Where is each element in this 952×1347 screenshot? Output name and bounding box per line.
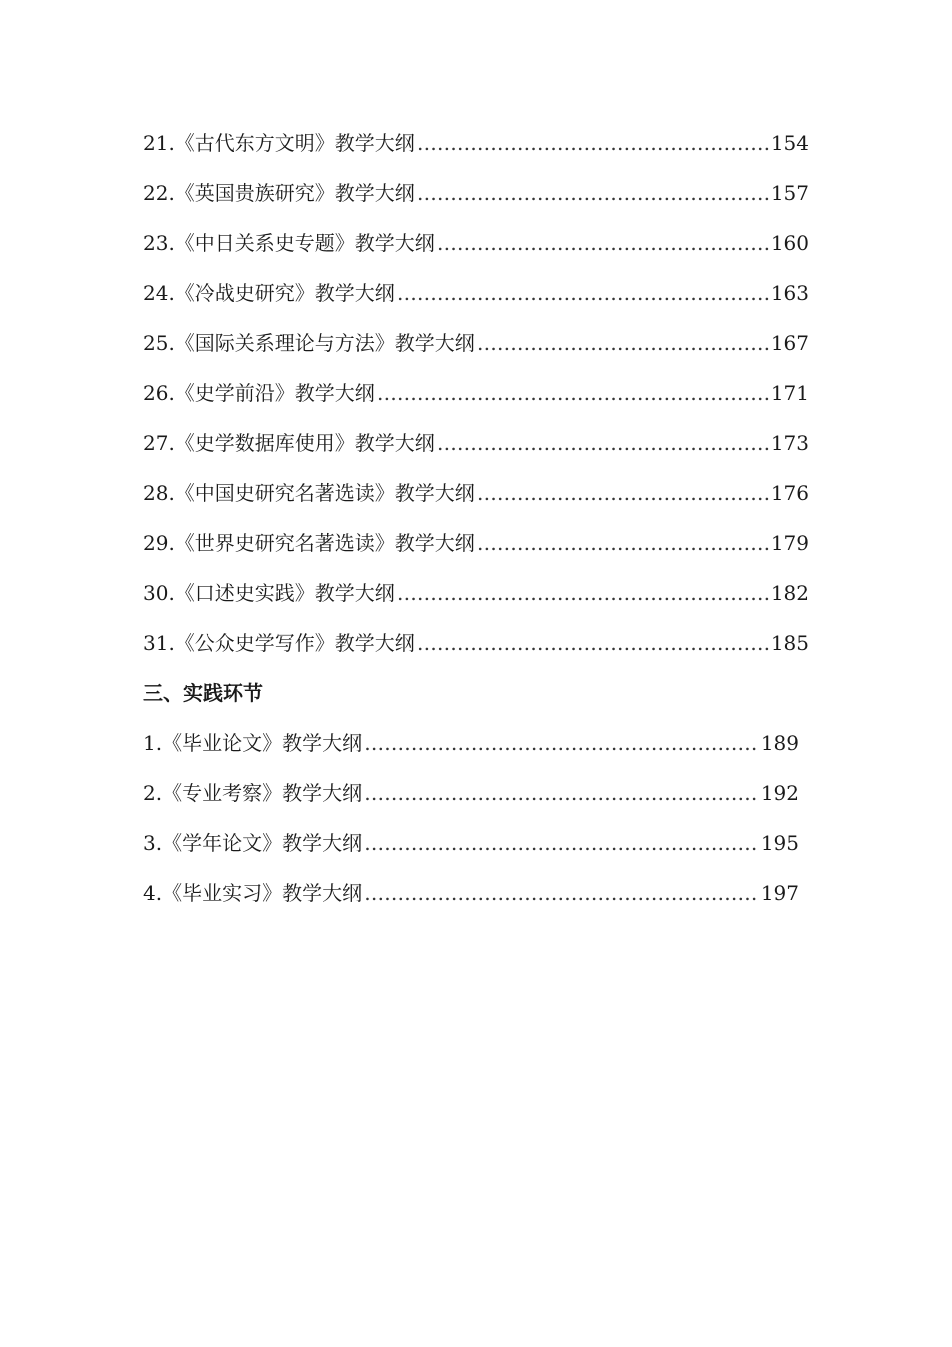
dot-leader (377, 368, 769, 418)
toc-entry-page: 160 (770, 231, 809, 255)
table-of-contents (143, 118, 809, 918)
toc-entry[interactable] (143, 868, 799, 918)
toc-entry[interactable] (143, 168, 809, 218)
section-heading: 三、实践环节 (143, 681, 263, 705)
toc-entry-page: 163 (770, 281, 809, 305)
toc-entry-page: 189 (760, 731, 799, 755)
toc-entry[interactable] (143, 118, 809, 168)
dot-leader (364, 718, 759, 768)
dot-leader (477, 318, 769, 368)
toc-entry-page: 167 (770, 331, 809, 355)
dot-leader (417, 118, 769, 168)
toc-entry-page: 195 (760, 831, 799, 855)
toc-entry[interactable] (143, 768, 799, 818)
toc-entry-page: 197 (760, 881, 799, 905)
dot-leader (397, 268, 769, 318)
dot-leader (477, 518, 769, 568)
toc-entry-page: 185 (770, 631, 809, 655)
toc-entry-page: 176 (770, 481, 809, 505)
toc-entry-title: 24.《冷战史研究》教学大纲 (143, 281, 395, 305)
toc-entry-title: 1.《毕业论文》教学大纲 (143, 731, 363, 755)
toc-entry-title: 31.《公众史学写作》教学大纲 (143, 631, 415, 655)
dot-leader (437, 218, 769, 268)
toc-entry[interactable] (143, 618, 809, 668)
toc-entry-title: 3.《学年论文》教学大纲 (143, 831, 363, 855)
toc-entry[interactable] (143, 818, 799, 868)
toc-entry[interactable] (143, 218, 809, 268)
toc-entry[interactable] (143, 718, 799, 768)
dot-leader (397, 568, 769, 618)
dot-leader (417, 618, 769, 668)
toc-entry-page: 157 (770, 181, 809, 205)
toc-entry-title: 27.《史学数据库使用》教学大纲 (143, 431, 435, 455)
toc-entry[interactable] (143, 518, 809, 568)
dot-leader (437, 418, 769, 468)
toc-entry[interactable] (143, 418, 809, 468)
toc-entry-title: 21.《古代东方文明》教学大纲 (143, 131, 415, 155)
toc-entry[interactable] (143, 368, 809, 418)
toc-entry-title: 22.《英国贵族研究》教学大纲 (143, 181, 415, 205)
toc-entry[interactable] (143, 268, 809, 318)
toc-entry-title: 23.《中日关系史专题》教学大纲 (143, 231, 435, 255)
toc-entry[interactable] (143, 568, 809, 618)
toc-entry-page: 182 (770, 581, 809, 605)
toc-entry-page: 173 (770, 431, 809, 455)
toc-entry-title: 25.《国际关系理论与方法》教学大纲 (143, 331, 475, 355)
toc-entry-title: 28.《中国史研究名著选读》教学大纲 (143, 481, 475, 505)
toc-entry[interactable] (143, 468, 809, 518)
dot-leader (364, 768, 759, 818)
toc-entry-page: 179 (770, 531, 809, 555)
toc-entry-page: 192 (760, 781, 799, 805)
toc-entry-title: 30.《口述史实践》教学大纲 (143, 581, 395, 605)
toc-entry-page: 154 (770, 131, 809, 155)
dot-leader (477, 468, 769, 518)
toc-entry-title: 26.《史学前沿》教学大纲 (143, 381, 375, 405)
toc-entry-title: 29.《世界史研究名著选读》教学大纲 (143, 531, 475, 555)
dot-leader (417, 168, 769, 218)
toc-entry-title: 2.《专业考察》教学大纲 (143, 781, 363, 805)
toc-entry[interactable] (143, 318, 809, 368)
dot-leader (364, 818, 759, 868)
dot-leader (364, 868, 759, 918)
toc-entry-title: 4.《毕业实习》教学大纲 (143, 881, 363, 905)
toc-entry-page: 171 (770, 381, 809, 405)
